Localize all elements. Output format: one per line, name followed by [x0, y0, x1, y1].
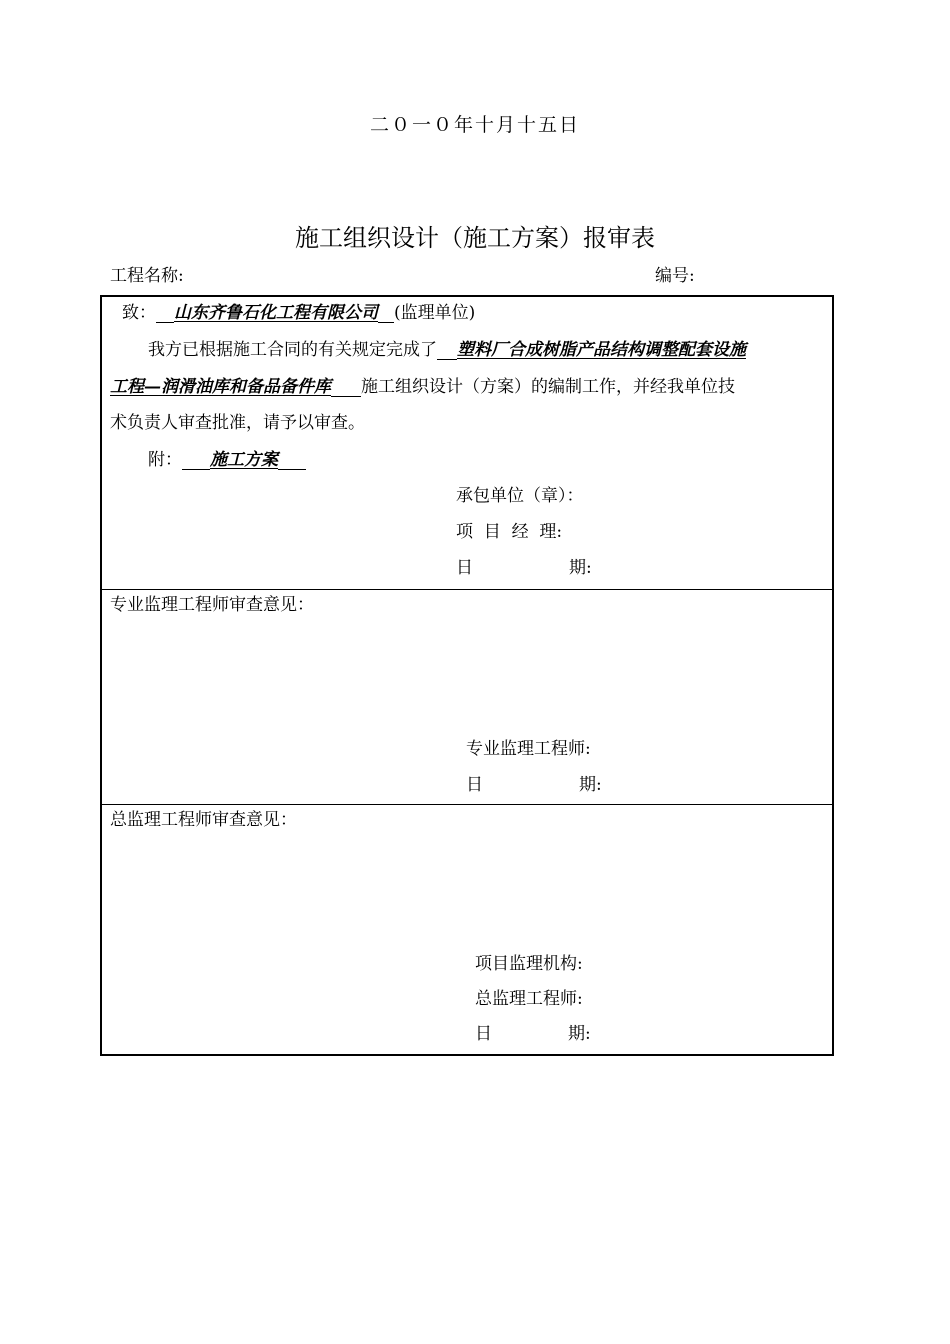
submission-date-label — [456, 558, 592, 578]
specialist-date-label — [466, 775, 602, 795]
project-name-line1: 塑料厂合成树脂产品结构调整配套设施 — [457, 340, 746, 360]
blank-underline — [278, 451, 306, 470]
attachment-line — [148, 450, 306, 470]
chief-review-heading: 总监理工程师审查意见： — [110, 810, 297, 830]
submission-section — [102, 297, 832, 590]
blank-underline — [182, 451, 210, 470]
body-prefix: 我方已根据施工合同的有关规定完成了 — [148, 340, 437, 360]
date-char-ri: 日 — [475, 1024, 492, 1044]
number-label: 编号: — [655, 266, 695, 286]
date-char-ri: 日 — [456, 558, 473, 578]
date-char-ri: 日 — [466, 775, 483, 795]
contractor-label: 承包单位（章）： — [456, 486, 584, 506]
addressee-value: 山东齐鲁石化工程有限公司 — [174, 303, 378, 323]
chief-engineer-label: 总监理工程师: — [475, 989, 583, 1009]
chief-date-label — [475, 1024, 591, 1044]
supervision-org-label: 项目监理机构: — [475, 954, 583, 974]
blank-underline — [437, 341, 457, 360]
date-char-qi: 期: — [579, 775, 602, 795]
date-char-qi: 期: — [568, 1024, 591, 1044]
form-title: 施工组织设计（施工方案）报审表 — [295, 224, 655, 252]
specialist-review-heading: 专业监理工程师审查意见： — [110, 595, 314, 615]
project-manager-label: 项 目 经 理: — [456, 522, 563, 542]
specialist-engineer-label: 专业监理工程师: — [466, 739, 591, 759]
body-line-1 — [148, 340, 746, 360]
attachment-label: 附： — [148, 450, 182, 470]
project-name-line2: 工程—润滑油库和备品备件库 — [110, 377, 331, 397]
document-date: 二０一０年十月十五日 — [369, 114, 580, 136]
body-line-3: 术负责人审查批准，请予以审查。 — [110, 413, 365, 433]
blank-underline — [156, 304, 174, 323]
review-form — [100, 295, 834, 1056]
blank-underline — [378, 304, 394, 323]
project-name-label: 工程名称: — [110, 266, 184, 286]
addressee-suffix: (监理单位) — [394, 303, 476, 323]
date-char-qi: 期: — [569, 558, 592, 578]
body-suffix: 施工组织设计（方案）的编制工作，并经我单位技 — [361, 377, 735, 397]
chief-review-section — [102, 804, 832, 1054]
body-line-2 — [110, 377, 735, 397]
attachment-value: 施工方案 — [210, 450, 278, 470]
blank-underline — [331, 378, 361, 397]
addressee-line — [122, 303, 475, 323]
specialist-review-section — [102, 589, 832, 805]
addressee-label: 致： — [122, 303, 156, 323]
